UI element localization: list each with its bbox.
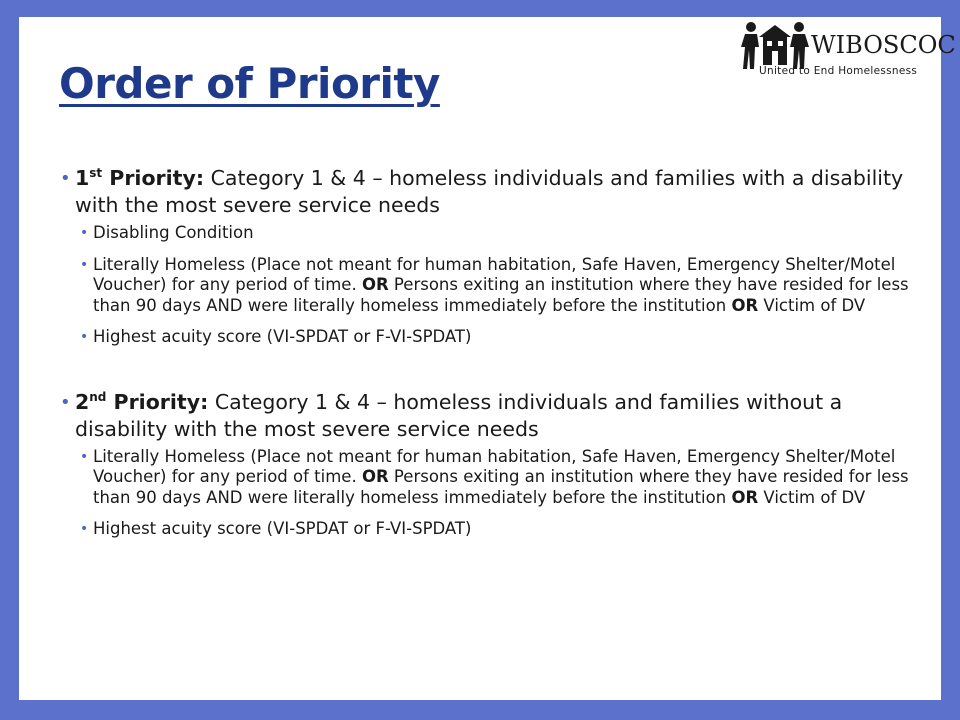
or-emphasis: OR <box>731 487 759 507</box>
spacer <box>59 359 919 389</box>
priority-2-label-text: Priority: <box>106 389 209 414</box>
list-item <box>59 327 919 348</box>
list-item <box>59 519 919 540</box>
priority-1-label-text: Priority: <box>102 166 205 190</box>
priority-1-sub-list <box>59 223 919 348</box>
list-item <box>59 447 919 509</box>
bullet-icon: • <box>60 168 71 189</box>
page-title: Order of Priority <box>59 59 440 108</box>
priority-1-heading <box>59 165 919 219</box>
priority-2-suffix: nd <box>89 389 107 404</box>
bullet-icon: • <box>80 521 89 537</box>
priority-2-text: Category 1 & 4 – homeless individuals and families without a disability with the most severe service needs <box>75 389 843 441</box>
bullet-icon: • <box>80 448 89 465</box>
or-emphasis: OR <box>361 275 389 294</box>
list-item-text: Literally Homeless (Place not meant for human habitation, Safe Haven, Emergency Shelter/Motel Voucher) for any period of time. <box>93 254 896 294</box>
priority-1-label <box>75 166 204 190</box>
list-item <box>59 255 919 317</box>
priority-1-text: Category 1 & 4 – homeless individuals and families with a disability with the most severe service needs <box>75 166 904 217</box>
list-item-text: Persons exiting an institution where they have resided for less than 90 days AND were literally homeless immediately before the institution <box>93 467 909 507</box>
bullet-icon: • <box>80 225 89 241</box>
logo-name: WIBOSCOC <box>811 31 956 59</box>
list-item-text: Victim of DV <box>758 295 866 315</box>
or-emphasis: OR <box>731 295 759 315</box>
slide <box>19 17 956 700</box>
bullet-icon: • <box>80 329 89 345</box>
bullet-icon: • <box>80 256 89 273</box>
logo <box>731 17 956 95</box>
priority-2-num: 2 <box>75 389 90 414</box>
priority-1-num: 1 <box>75 166 90 190</box>
bullet-icon: • <box>60 391 71 413</box>
or-emphasis: OR <box>361 467 389 486</box>
priority-2-sub-list <box>59 447 919 540</box>
list-item-text: Literally Homeless (Place not meant for human habitation, Safe Haven, Emergency Shelter/Motel Voucher) for any period of time. <box>93 446 896 486</box>
list-item-text: Disabling Condition <box>93 223 254 242</box>
list-item-text: Victim of DV <box>758 487 866 507</box>
list-item-text: Persons exiting an institution where they have resided for less than 90 days AND were literally homeless immediately before the institution <box>93 275 909 315</box>
list-item <box>59 223 919 244</box>
logo-tagline: United to End Homelessness <box>759 65 918 77</box>
list-item-text: Highest acuity score (VI-SPDAT or F-VI-SPDAT) <box>93 519 472 538</box>
list-item-text: Highest acuity score (VI-SPDAT or F-VI-SPDAT) <box>93 327 472 346</box>
priority-2-label <box>75 390 208 414</box>
priority-list <box>59 165 919 551</box>
priority-2-heading <box>59 389 919 443</box>
priority-1-suffix: st <box>89 166 103 181</box>
